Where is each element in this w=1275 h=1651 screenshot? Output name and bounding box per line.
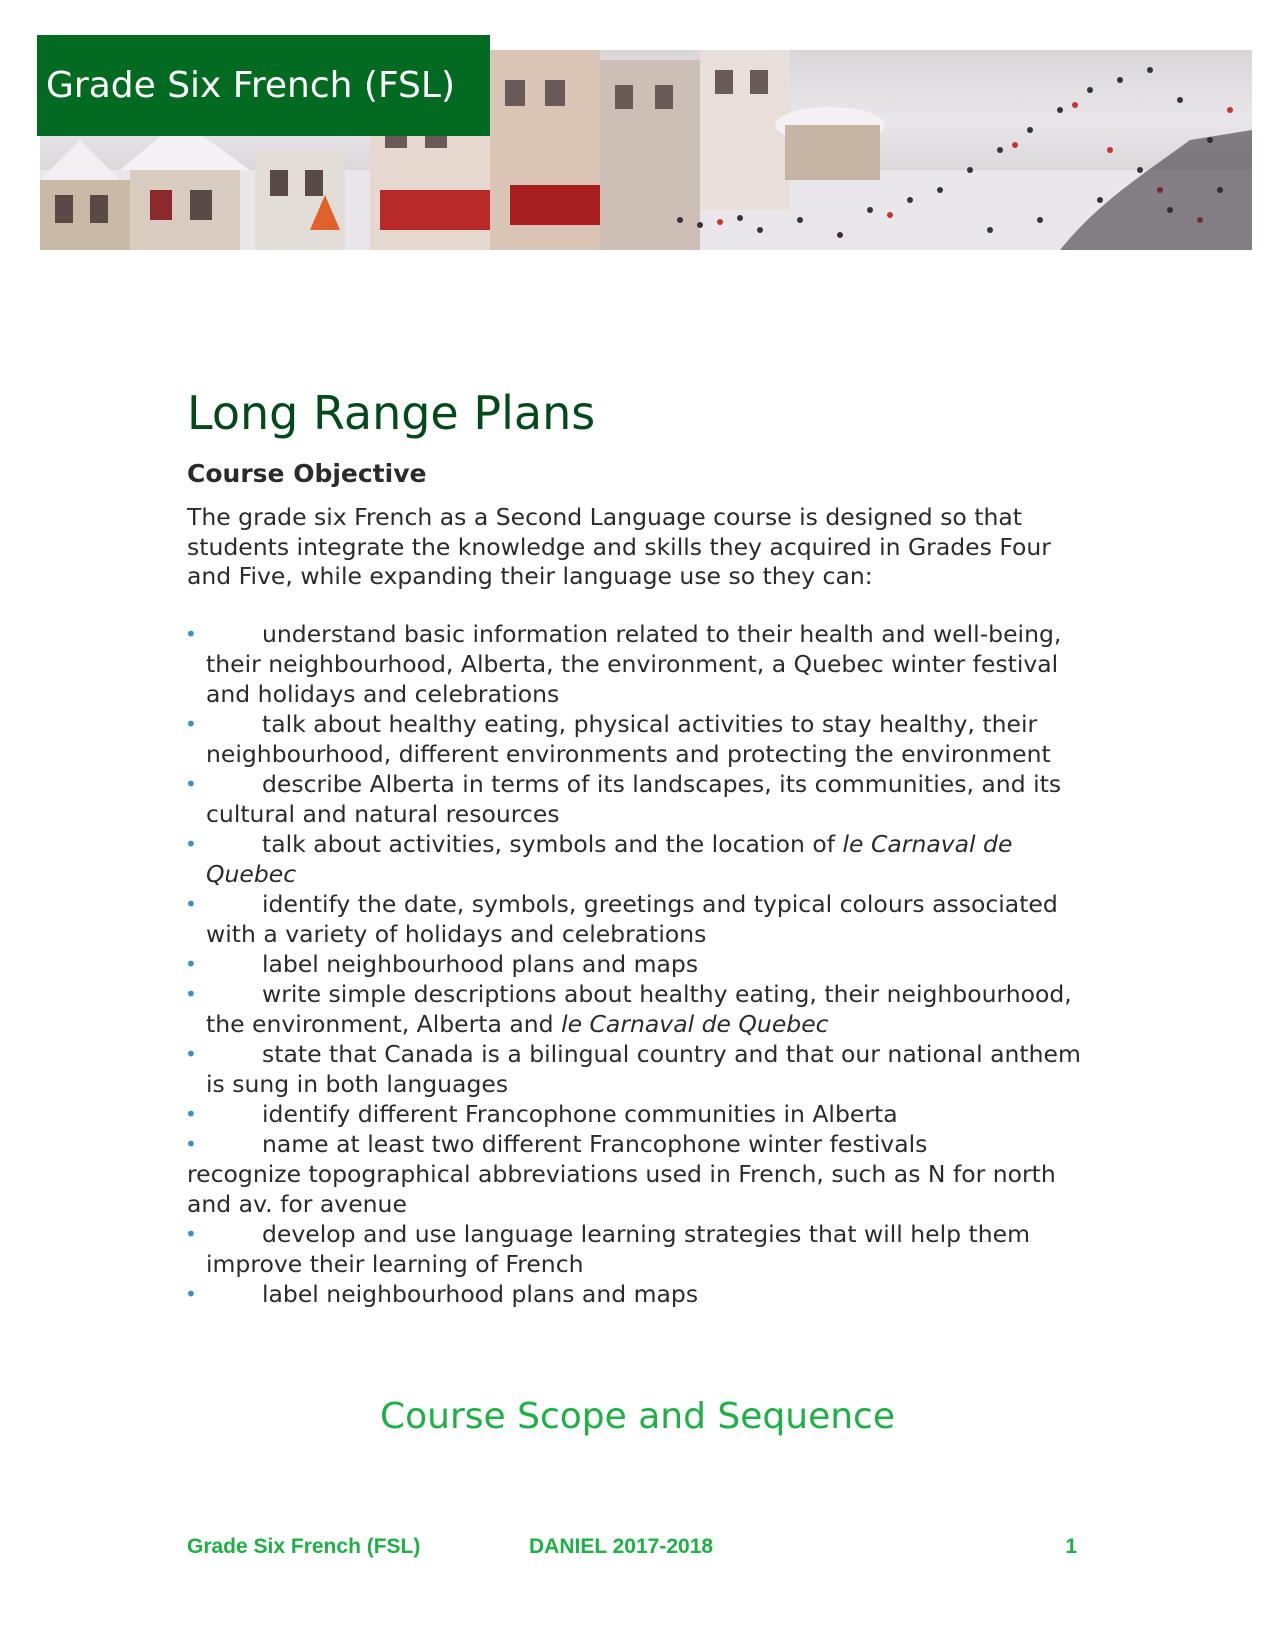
bullet-icon: • bbox=[185, 1132, 197, 1156]
list-item-italic-title: le Carnaval de Quebec bbox=[206, 830, 1013, 888]
footer-page-number: 1 bbox=[1065, 1535, 1077, 1558]
footer-document-title: Grade Six French (FSL) bbox=[187, 1535, 421, 1558]
bullet-icon: • bbox=[185, 1102, 197, 1126]
objectives-list bbox=[187, 619, 1087, 1309]
list-item bbox=[187, 1159, 1087, 1219]
page-footer bbox=[187, 1535, 1077, 1563]
bullet-icon: • bbox=[185, 772, 197, 796]
list-item bbox=[187, 829, 1087, 889]
section-heading-scope-sequence: Course Scope and Sequence bbox=[380, 1396, 895, 1437]
list-item bbox=[187, 1279, 1087, 1309]
list-item-text: write simple descriptions about healthy eating, their neighbourhood, the environment, Alberta and le Carnaval de Quebec bbox=[206, 980, 1072, 1038]
list-item-text: recognize topographical abbreviations used in French, such as N for north and av. for avenue bbox=[187, 1160, 1056, 1218]
intro-paragraph: The grade six French as a Second Language course is designed so that students integrate the knowledge and skills they acquired in Grades Four and Five, while expanding their language use so they can: bbox=[187, 503, 1051, 590]
list-item-text: label neighbourhood plans and maps bbox=[262, 1280, 699, 1308]
list-item-italic-title: le Carnaval de Quebec bbox=[561, 1010, 829, 1038]
bullet-icon: • bbox=[185, 1042, 197, 1066]
bullet-icon: • bbox=[185, 832, 197, 856]
list-item-text: label neighbourhood plans and maps bbox=[262, 950, 699, 978]
list-item-text: identify different Francophone communities in Alberta bbox=[262, 1100, 898, 1128]
list-item bbox=[187, 769, 1087, 829]
list-item bbox=[187, 709, 1087, 769]
list-item bbox=[187, 1039, 1087, 1099]
list-item-text: state that Canada is a bilingual country and that our national anthem is sung in both languages bbox=[206, 1040, 1081, 1098]
list-item bbox=[187, 1099, 1087, 1129]
bullet-icon: • bbox=[185, 1222, 197, 1246]
list-item-text: describe Alberta in terms of its landscapes, its communities, and its cultural and natural resources bbox=[206, 770, 1062, 828]
footer-author-year: DANIEL 2017-2018 bbox=[529, 1535, 714, 1558]
list-item-text: identify the date, symbols, greetings and typical colours associated with a variety of holidays and celebrations bbox=[206, 890, 1058, 948]
list-item bbox=[187, 619, 1087, 709]
list-item-text: talk about activities, symbols and the location of le Carnaval de Quebec bbox=[206, 830, 1013, 888]
list-item bbox=[187, 1129, 1087, 1159]
bullet-icon: • bbox=[185, 892, 197, 916]
bullet-icon: • bbox=[185, 1282, 197, 1306]
list-item-text: talk about healthy eating, physical activities to stay healthy, their neighbourhood, different environments and protecting the environment bbox=[206, 710, 1051, 768]
document-title-box: Grade Six French (FSL) bbox=[37, 35, 490, 136]
bullet-icon: • bbox=[185, 952, 197, 976]
section-heading-course-objective: Course Objective bbox=[187, 459, 427, 488]
page-title: Long Range Plans bbox=[187, 386, 596, 440]
bullet-icon: • bbox=[185, 712, 197, 736]
list-item bbox=[187, 979, 1087, 1039]
bullet-icon: • bbox=[185, 982, 197, 1006]
list-item-text: understand basic information related to their health and well-being, their neighbourhood, Alberta, the environment, a Quebec winter festival and holidays and celebrations bbox=[206, 620, 1062, 708]
list-item-text: name at least two different Francophone winter festivals bbox=[262, 1130, 928, 1158]
list-item bbox=[187, 1219, 1087, 1279]
list-item bbox=[187, 889, 1087, 949]
bullet-icon: • bbox=[185, 622, 197, 646]
list-item-text: develop and use language learning strategies that will help them improve their learning of French bbox=[206, 1220, 1031, 1278]
list-item bbox=[187, 949, 1087, 979]
